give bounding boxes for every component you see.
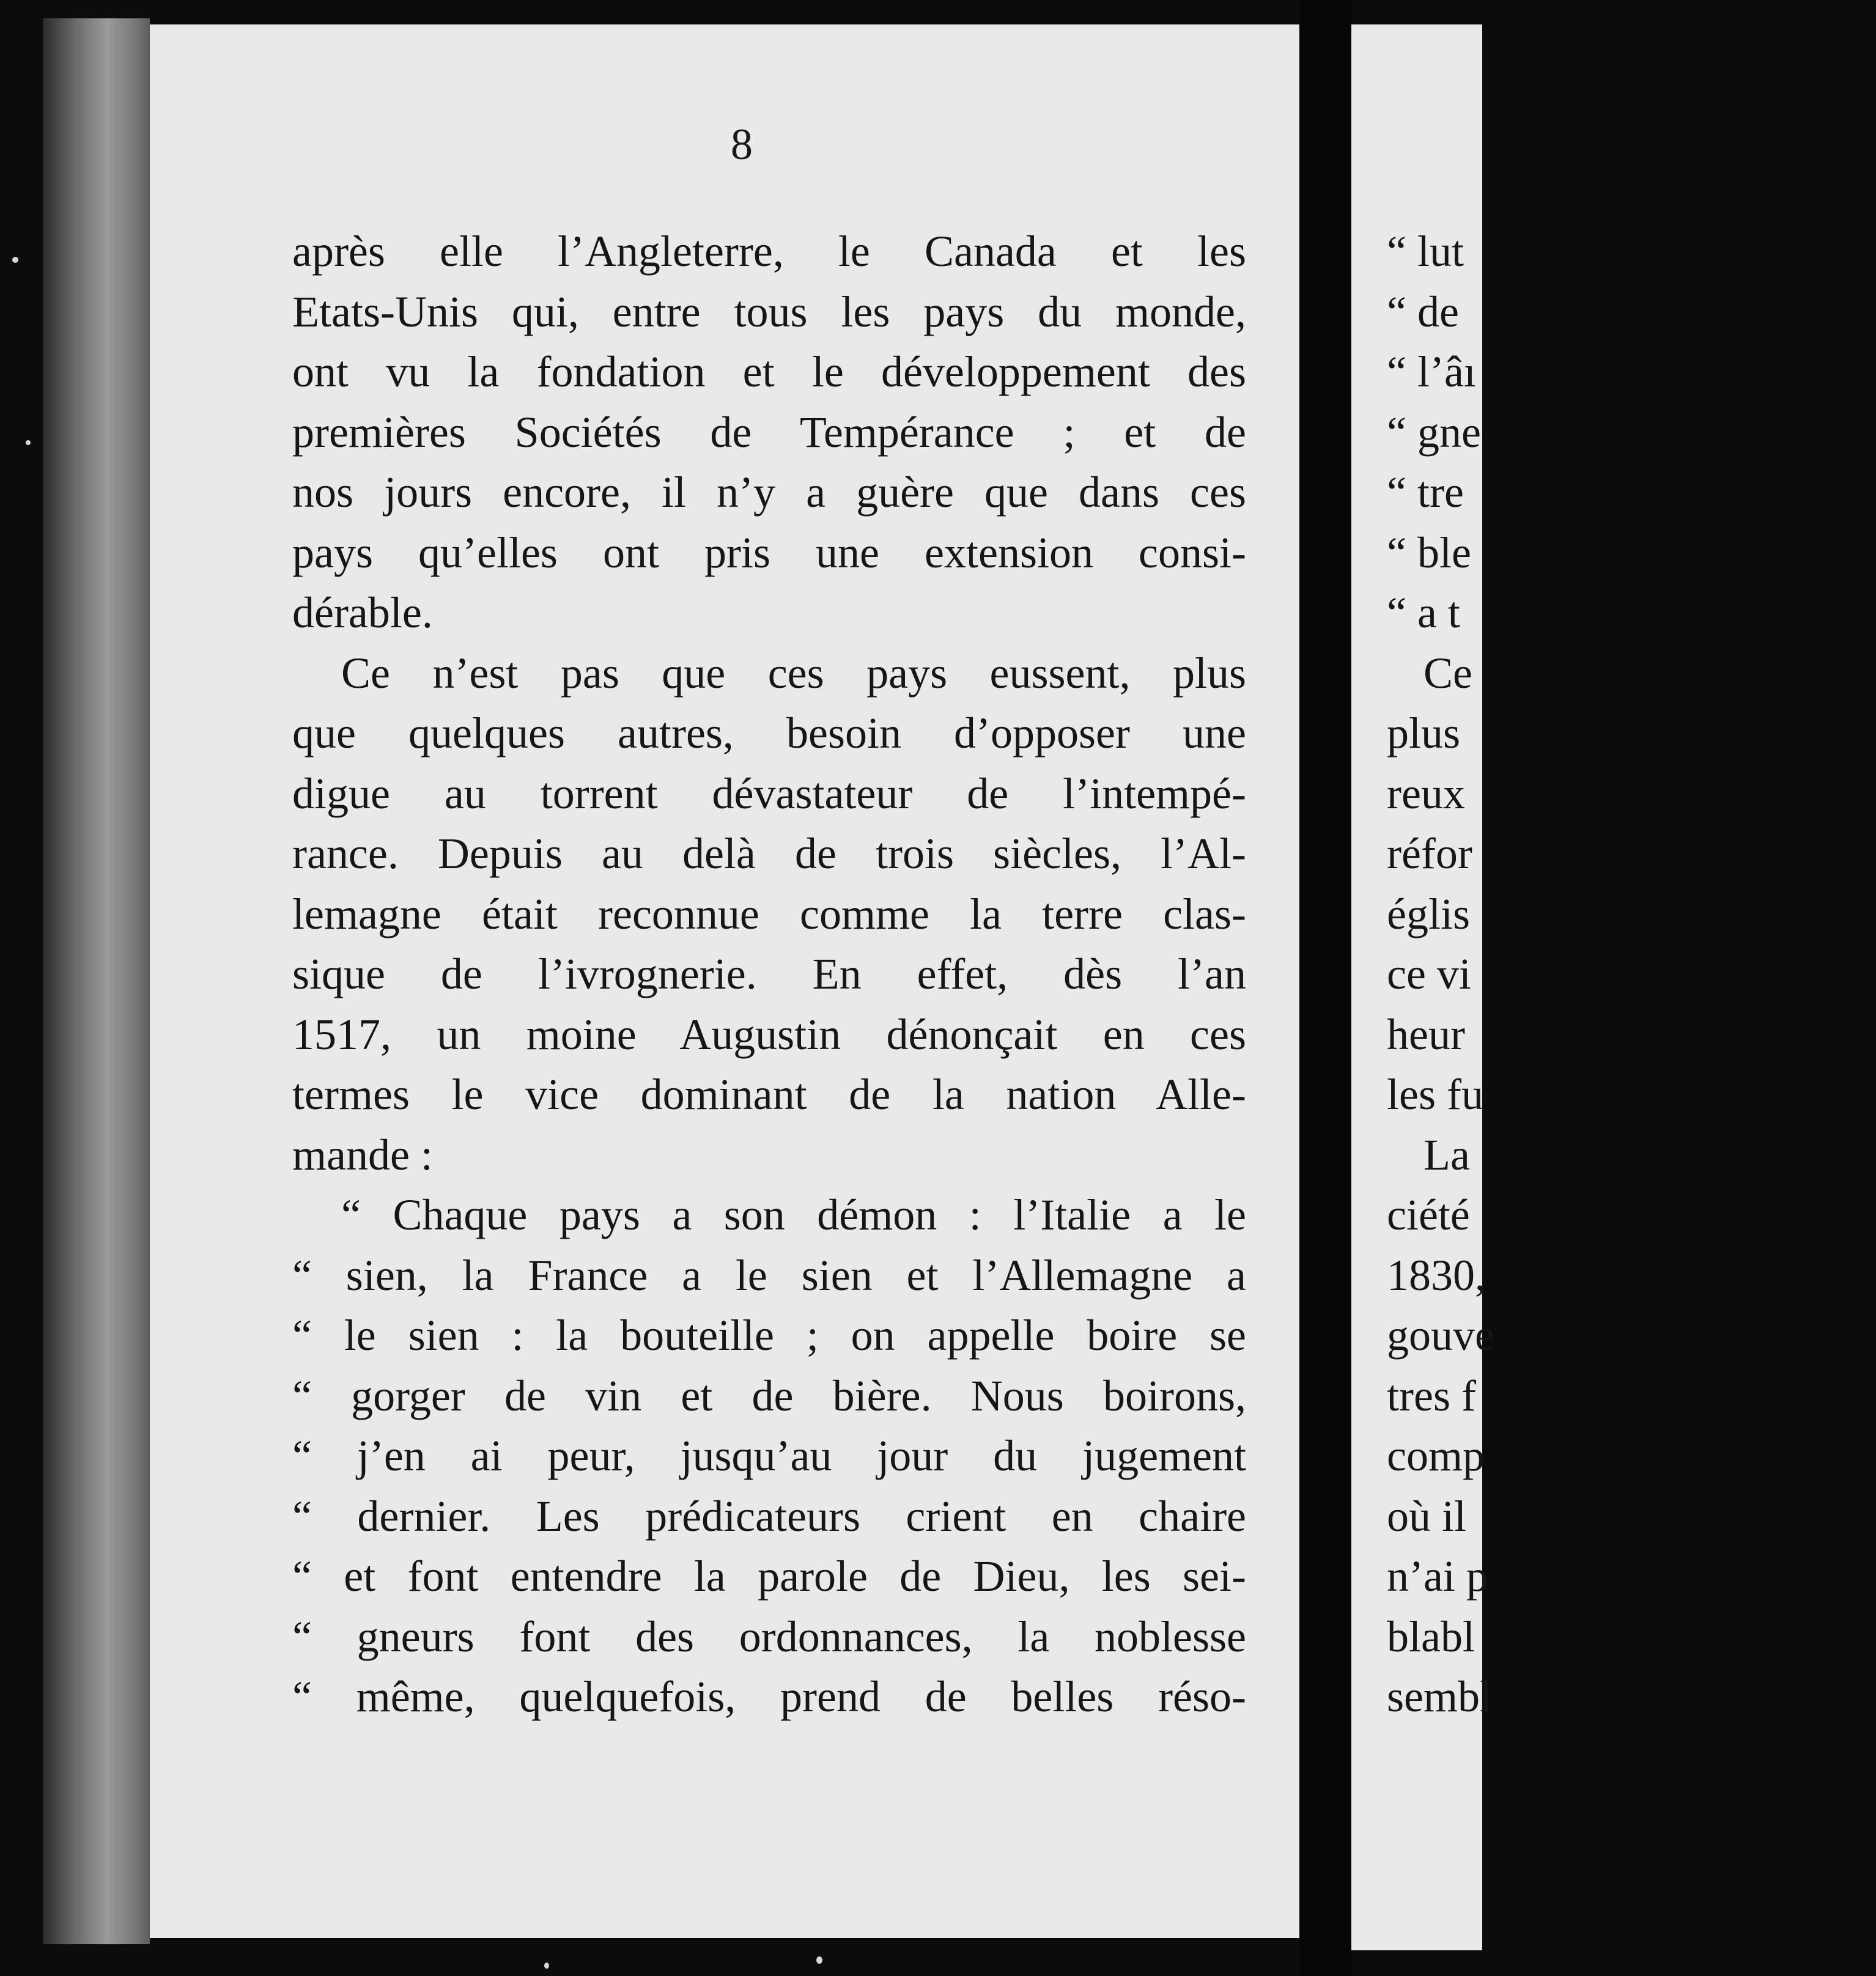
text-line: où il — [1387, 1491, 1467, 1541]
text-line: reux — [1387, 769, 1465, 818]
text-line: “ gneurs font des ordonnances, la noblesse — [292, 1612, 1246, 1661]
text-line: “ dernier. Les prédicateurs crient en chaire — [292, 1491, 1246, 1541]
text-line: heur — [1387, 1009, 1465, 1059]
text-line: “ sien, la France a le sien et l’Allemagne a — [292, 1250, 1246, 1300]
text-line: La — [1424, 1130, 1470, 1179]
text-line: pays qu’elles ont pris une extension consi- — [292, 528, 1246, 577]
scan-speck — [26, 440, 31, 445]
text-line: “ Chaque pays a son démon : l’Italie a le — [341, 1190, 1246, 1239]
text-line: nos jours encore, il n’y a guère que dans ces — [292, 468, 1246, 517]
page-gutter — [1299, 0, 1351, 1976]
text-line: tres f — [1387, 1371, 1476, 1420]
text-line: que quelques autres, besoin d’opposer une — [292, 709, 1246, 758]
scan-speck — [544, 1963, 549, 1969]
text-line: premières Sociétés de Tempérance ; et de — [292, 407, 1246, 457]
scan-speck — [12, 257, 18, 263]
text-line: églis — [1387, 889, 1470, 938]
text-line: “ de — [1387, 287, 1459, 336]
page-number: 8 — [731, 120, 753, 169]
text-line: “ l’âı — [1387, 347, 1476, 396]
text-line: Ce — [1424, 648, 1472, 698]
text-line: 1517, un moine Augustin dénonçait en ces — [292, 1009, 1246, 1059]
scan-speck — [816, 1956, 822, 1964]
text-line: ce vi — [1387, 949, 1471, 998]
text-line: comp — [1387, 1431, 1485, 1480]
text-line: “ j’en ai peur, jusqu’au jour du jugement — [292, 1431, 1246, 1480]
text-line: les fu — [1387, 1070, 1483, 1119]
text-line: Etats-Unis qui, entre tous les pays du monde, — [292, 287, 1246, 336]
text-line: ciété — [1387, 1190, 1470, 1239]
text-line: lemagne était reconnue comme la terre clas- — [292, 889, 1246, 938]
text-line: termes le vice dominant de la nation Alle- — [292, 1070, 1246, 1119]
text-line: dérable. — [292, 588, 433, 637]
text-line: “ lut — [1387, 227, 1464, 276]
text-line: ont vu la fondation et le développement des — [292, 347, 1246, 396]
text-line: digue au torrent dévastateur de l’intempé- — [292, 769, 1246, 818]
text-line: “ gorger de vin et de bière. Nous boirons, — [292, 1371, 1246, 1420]
text-line: “ même, quelquefois, prend de belles réso- — [292, 1672, 1246, 1721]
text-line: après elle l’Angleterre, le Canada et les — [292, 227, 1246, 276]
right-page-fragment — [1351, 24, 1494, 1950]
text-line: blabl — [1387, 1612, 1475, 1661]
text-line: 1830, — [1387, 1250, 1486, 1300]
page-text-block — [292, 221, 1246, 1727]
text-line: sembl — [1387, 1672, 1492, 1721]
text-line: plus — [1387, 709, 1461, 758]
text-line: “ le sien : la bouteille ; on appelle boire se — [292, 1311, 1246, 1360]
text-line: réfor — [1387, 829, 1472, 878]
text-line: “ tre — [1387, 468, 1464, 517]
text-line: sique de l’ivrognerie. En effet, dès l’an — [292, 949, 1246, 998]
book-binding-edge — [43, 18, 150, 1944]
text-line: n’ai p — [1387, 1552, 1488, 1601]
text-line: mande : — [292, 1130, 433, 1179]
text-line: gouve — [1387, 1311, 1494, 1360]
text-line: “ ble — [1387, 528, 1471, 577]
text-line: rance. Depuis au delà de trois siècles, l’Al- — [292, 829, 1246, 878]
text-line: “ et font entendre la parole de Dieu, les sei- — [292, 1552, 1246, 1601]
text-line: “ gne — [1387, 407, 1481, 457]
text-line: “ a t — [1387, 588, 1460, 637]
right-page-text — [1387, 221, 1876, 1727]
text-line: Ce n’est pas que ces pays eussent, plus — [341, 648, 1246, 698]
